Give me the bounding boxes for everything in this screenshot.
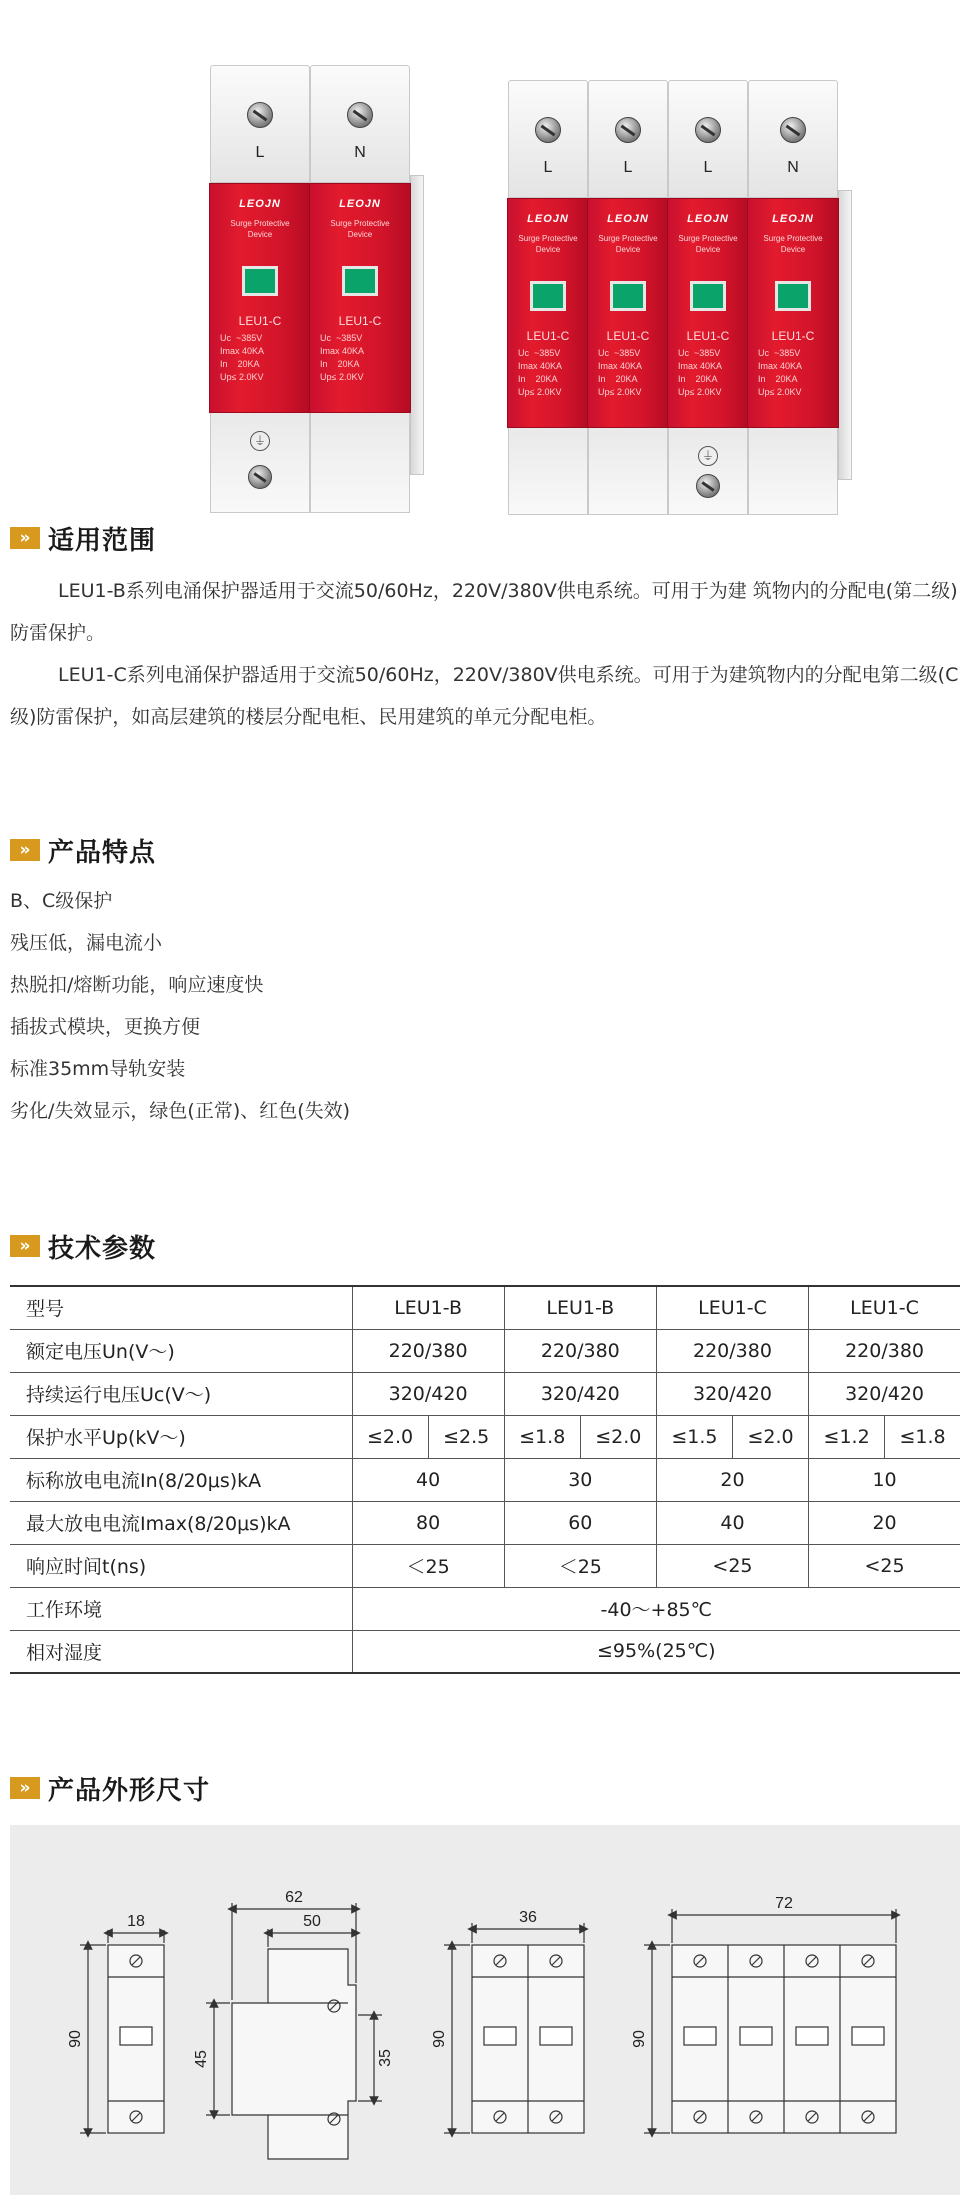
screw-icon — [248, 465, 272, 489]
device-sub-label: Surge Protective Device — [598, 234, 658, 254]
table-cell: 220/380 — [352, 1329, 504, 1372]
section-heading-scope — [10, 520, 156, 556]
table-cell: ≤1.8 — [504, 1415, 580, 1458]
row-label: 响应时间t(ns) — [10, 1544, 352, 1587]
module-model: LEU1-C — [338, 314, 382, 328]
row-label: 保护水平Up(kV～) — [10, 1415, 352, 1458]
table-row — [10, 1329, 960, 1372]
table-cell: 220/380 — [656, 1329, 808, 1372]
ground-icon: ⏚ — [250, 431, 270, 451]
section-title: 产品外形尺寸 — [48, 1775, 211, 1806]
table-cell: LEU1-C — [656, 1286, 808, 1329]
brand-logo: LEOJN — [772, 213, 814, 225]
module-model: LEU1-C — [771, 329, 815, 343]
table-cell: 10 — [809, 1458, 960, 1501]
status-window — [690, 281, 726, 311]
dim-label: 50 — [303, 1913, 321, 1930]
spd-module — [668, 80, 748, 515]
brand-logo: LEOJN — [607, 213, 649, 225]
dim-label: 18 — [127, 1913, 145, 1930]
table-cell: 30 — [504, 1458, 656, 1501]
status-window — [242, 266, 278, 296]
table-row — [10, 1458, 960, 1501]
spd-4-pole — [508, 80, 868, 520]
table-cell: LEU1-B — [504, 1286, 656, 1329]
table-cell: 20 — [656, 1458, 808, 1501]
status-window — [775, 281, 811, 311]
dim-label: 90 — [431, 2030, 448, 2048]
section-heading-features — [10, 832, 156, 868]
device-sub-label: Surge Protective Device — [678, 234, 738, 254]
table-cell: <25 — [809, 1544, 960, 1587]
table-cell: ≤2.5 — [428, 1415, 504, 1458]
spd-module — [588, 80, 668, 515]
table-cell: -40～+85℃ — [352, 1587, 960, 1630]
dim-label: 72 — [775, 1895, 793, 1912]
brand-logo: LEOJN — [527, 213, 569, 225]
feature-item: 劣化/失效显示，绿色(正常)、红色(失效) — [10, 1100, 351, 1122]
spec-table — [10, 1285, 960, 1674]
table-cell: 320/420 — [504, 1372, 656, 1415]
section-title: 技术参数 — [48, 1233, 157, 1264]
ground-icon: ⏚ — [698, 446, 718, 466]
row-label: 工作环境 — [10, 1587, 352, 1630]
section-title: 产品特点 — [48, 837, 157, 868]
row-label: 额定电压Un(V～) — [10, 1329, 352, 1372]
feature-item: 热脱扣/熔断功能，响应速度快 — [10, 974, 264, 996]
module-model: LEU1-C — [686, 329, 730, 343]
dim-label: 35 — [377, 2049, 394, 2067]
module-model: LEU1-C — [238, 314, 282, 328]
brand-logo: LEOJN — [339, 198, 381, 210]
row-label: 相对湿度 — [10, 1630, 352, 1673]
feature-item: 残压低，漏电流小 — [10, 932, 163, 954]
table-cell: ＜25 — [352, 1544, 504, 1587]
spd-module — [748, 80, 838, 515]
dim-label: 90 — [67, 2030, 84, 2048]
screw-icon — [780, 117, 806, 143]
device-sub-label: Surge Protective Device — [763, 234, 823, 254]
screw-icon — [535, 117, 561, 143]
terminal-label: N — [354, 144, 366, 161]
double-chevron-icon: » — [10, 839, 40, 861]
screw-icon — [347, 102, 373, 128]
table-cell: 220/380 — [809, 1329, 960, 1372]
table-cell: ≤2.0 — [732, 1415, 808, 1458]
device-sub-label: Surge Protective Device — [230, 219, 290, 239]
status-window — [610, 281, 646, 311]
status-window — [342, 266, 378, 296]
terminal-label: L — [255, 144, 265, 161]
dimension-drawing — [10, 1825, 960, 2195]
table-cell: 40 — [656, 1501, 808, 1544]
table-row — [10, 1501, 960, 1544]
terminal-label: L — [703, 159, 713, 176]
table-cell: LEU1-B — [352, 1286, 504, 1329]
row-label: 标称放电电流In(8/20μs)kA — [10, 1458, 352, 1501]
screw-icon — [695, 117, 721, 143]
table-row — [10, 1286, 960, 1329]
table-cell: 60 — [504, 1501, 656, 1544]
terminal-label: L — [623, 159, 633, 176]
table-cell: 20 — [809, 1501, 960, 1544]
scope-paragraph: LEU1-C系列电涌保护器适用于交流50/60Hz，220V/380V供电系统。可用于为建筑物内的分配电第二级(C级)防雷保护，如高层建筑的楼层分配电柜、民用建筑的单元分配电柜。 — [10, 664, 959, 728]
module-model: LEU1-C — [526, 329, 570, 343]
scope-paragraph: LEU1-B系列电涌保护器适用于交流50/60Hz，220V/380V供电系统。可用于为建 筑物内的分配电(第二级)防雷保护。 — [10, 580, 958, 644]
table-cell: ≤1.5 — [656, 1415, 732, 1458]
spd-module — [508, 80, 588, 515]
table-row — [10, 1630, 960, 1673]
row-label: 最大放电电流Imax(8/20μs)kA — [10, 1501, 352, 1544]
device-sub-label: Surge Protective Device — [518, 234, 578, 254]
spd-2-pole — [210, 65, 415, 515]
feature-item: B、C级保护 — [10, 890, 113, 912]
terminal-label: N — [787, 159, 799, 176]
dim-label: 45 — [193, 2050, 210, 2068]
section-heading-dimensions — [10, 1770, 210, 1806]
module-specs: Uc ~385V Imax 40KA In 20KA Up≤ 2.0KV — [678, 348, 723, 397]
terminal-label: L — [543, 159, 553, 176]
scope-text — [10, 570, 960, 738]
dim-label: 90 — [631, 2030, 648, 2048]
section-title: 适用范围 — [48, 525, 157, 556]
product-photo — [0, 0, 970, 520]
module-specs: Uc ~385V Imax 40KA In 20KA Up≤ 2.0KV — [758, 348, 803, 397]
table-cell: ≤95%(25℃) — [352, 1630, 960, 1673]
table-cell: 320/420 — [656, 1372, 808, 1415]
table-cell: ≤2.0 — [352, 1415, 428, 1458]
module-specs: Uc ~385V Imax 40KA In 20KA Up≤ 2.0KV — [598, 348, 643, 397]
table-cell: ≤2.0 — [580, 1415, 656, 1458]
screw-icon — [696, 474, 720, 498]
double-chevron-icon: » — [10, 1777, 40, 1799]
table-cell: 220/380 — [504, 1329, 656, 1372]
spd-module — [210, 65, 310, 513]
module-model: LEU1-C — [606, 329, 650, 343]
table-cell: 320/420 — [809, 1372, 960, 1415]
double-chevron-icon: » — [10, 527, 40, 549]
feature-item: 插拔式模块，更换方便 — [10, 1016, 201, 1038]
feature-list — [10, 880, 350, 1132]
screw-icon — [615, 117, 641, 143]
module-specs: Uc ~385V Imax 40KA In 20KA Up≤ 2.0KV — [518, 348, 563, 397]
table-cell: <25 — [656, 1544, 808, 1587]
table-cell: 320/420 — [352, 1372, 504, 1415]
table-row — [10, 1544, 960, 1587]
spd-module — [310, 65, 410, 513]
row-label: 持续运行电压Uc(V～) — [10, 1372, 352, 1415]
module-specs: Uc ~385V Imax 40KA In 20KA Up≤ 2.0KV — [320, 333, 365, 382]
feature-item: 标准35mm导轨安装 — [10, 1058, 186, 1080]
table-cell: ≤1.8 — [885, 1415, 960, 1458]
module-specs: Uc ~385V Imax 40KA In 20KA Up≤ 2.0KV — [220, 333, 265, 382]
table-cell: 80 — [352, 1501, 504, 1544]
row-label: 型号 — [10, 1286, 352, 1329]
device-sub-label: Surge Protective Device — [330, 219, 390, 239]
dim-label: 36 — [519, 1909, 537, 1926]
table-cell: ≤1.2 — [809, 1415, 885, 1458]
table-row — [10, 1587, 960, 1630]
status-window — [530, 281, 566, 311]
brand-logo: LEOJN — [239, 198, 281, 210]
table-cell: LEU1-C — [809, 1286, 960, 1329]
table-cell: ＜25 — [504, 1544, 656, 1587]
dimension-svg — [10, 1825, 960, 2195]
brand-logo: LEOJN — [687, 213, 729, 225]
table-row — [10, 1415, 960, 1458]
table-cell: 40 — [352, 1458, 504, 1501]
double-chevron-icon: » — [10, 1235, 40, 1257]
dim-label: 62 — [285, 1889, 303, 1906]
screw-icon — [247, 102, 273, 128]
side-view-outline — [232, 1949, 356, 2159]
table-row — [10, 1372, 960, 1415]
section-heading-specs — [10, 1228, 156, 1264]
